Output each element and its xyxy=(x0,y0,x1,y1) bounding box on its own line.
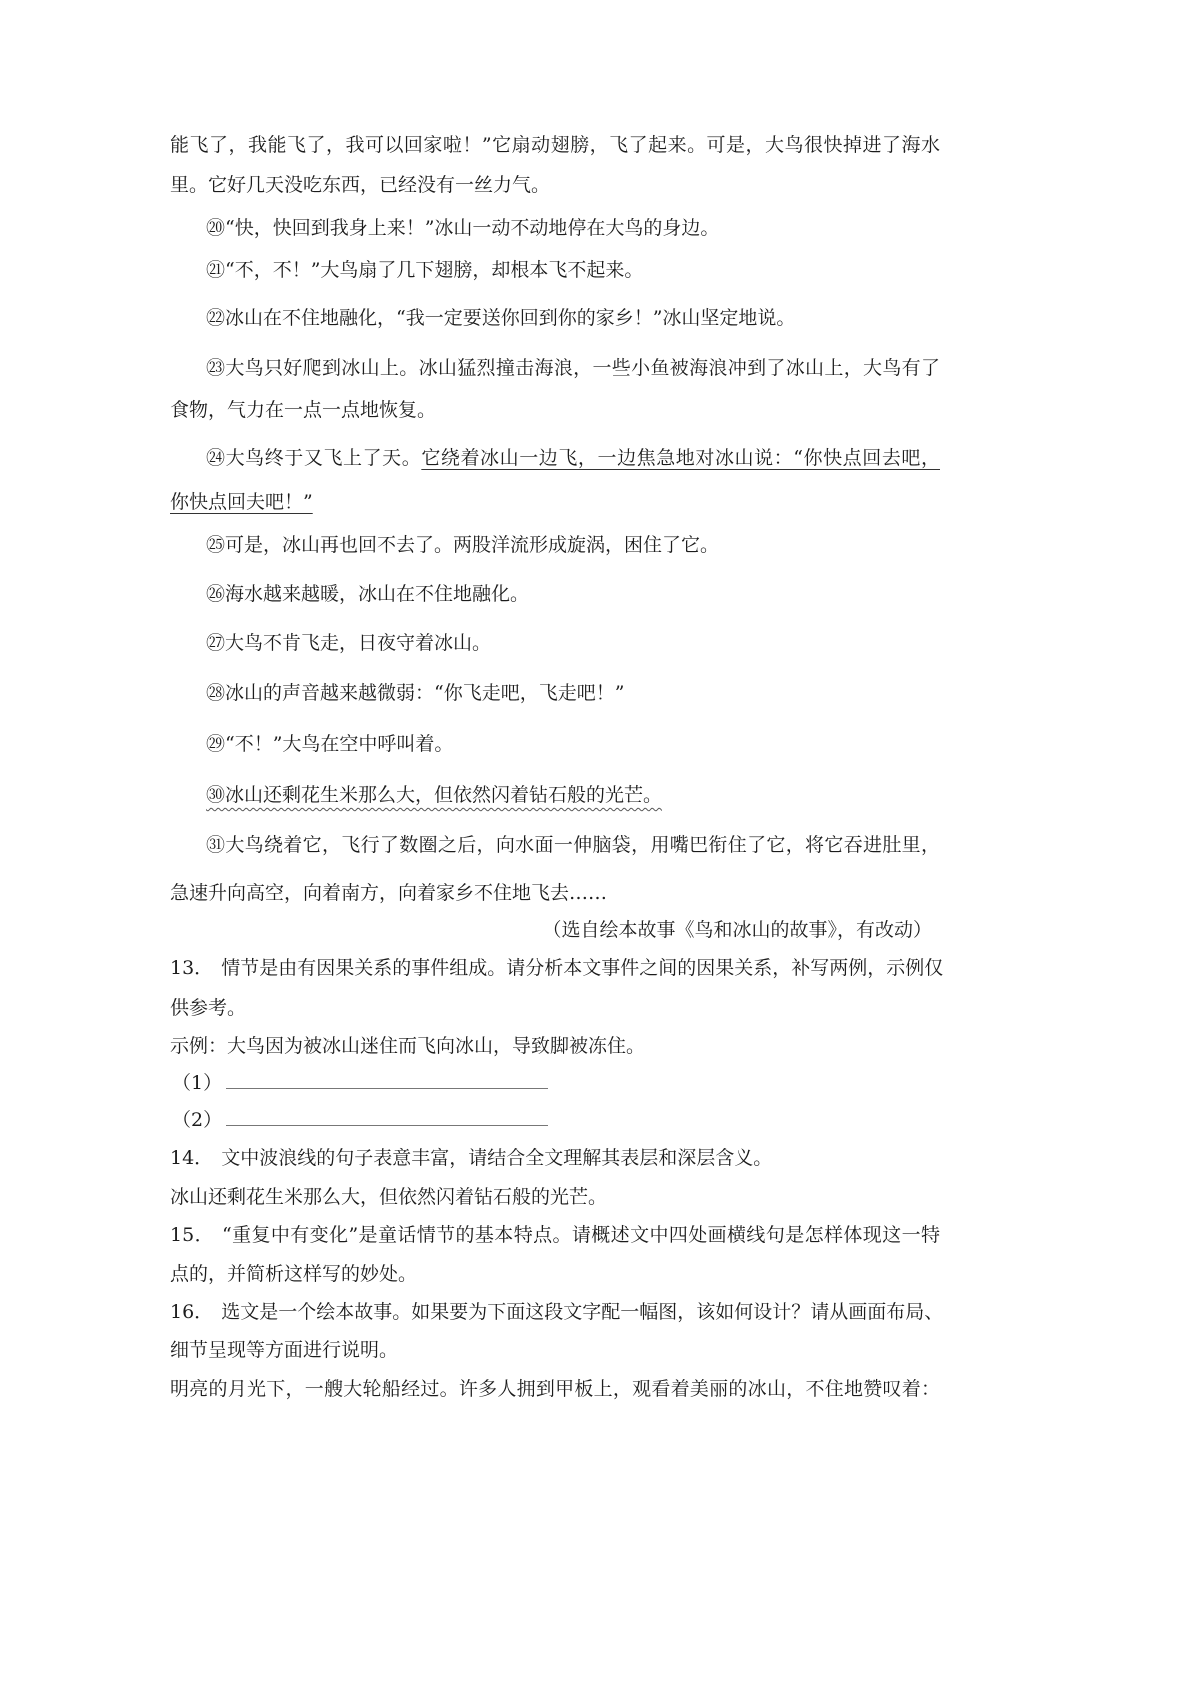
blank-label: （1） xyxy=(172,1072,223,1094)
paragraph-25: ㉕可是，冰山再也回不去了。两股洋流形成旋涡，困住了它。 xyxy=(206,534,720,556)
question-15-cont: 点的，并简析这样写的妙处。 xyxy=(170,1263,418,1285)
question-text: 文中波浪线的句子表意丰富，请结合全文理解其表层和深层含义。 xyxy=(221,1147,773,1169)
passage-line: 里。它好几天没吃东西，已经没有一丝力气。 xyxy=(170,174,551,196)
answer-blank-2 xyxy=(172,1109,548,1131)
question-13-example: 示例：大鸟因为被冰山迷住而飞向冰山，导致脚被冻住。 xyxy=(170,1035,646,1057)
underlined-sentence: 它绕着冰山一边飞，一边焦急地对冰山说：“你快点回去吧， xyxy=(421,447,940,469)
passage-line: 能飞了，我能飞了，我可以回家啦！”它扇动翅膀，飞了起来。可是，大鸟很快掉进了海水 xyxy=(170,134,940,156)
wavy-underlined-sentence: ㉚冰山还剩花生米那么大，但依然闪着钻石般的光芒。 xyxy=(206,784,663,806)
question-14-quote: 冰山还剩花生米那么大，但依然闪着钻石般的光芒。 xyxy=(170,1186,608,1208)
question-text: “重复中有变化”是童话情节的基本特点。请概述文中四处画横线句是怎样体现这一特 xyxy=(221,1224,940,1246)
question-15 xyxy=(170,1224,940,1246)
question-13 xyxy=(170,957,944,979)
passage-line: 食物，气力在一点一点地恢复。 xyxy=(170,399,437,421)
paragraph-20: ⑳“快，快回到我身上来！”冰山一动不动地停在大鸟的身边。 xyxy=(206,217,720,239)
paragraph-26: ㉖海水越来越暖，冰山在不住地融化。 xyxy=(206,583,530,605)
paragraph-24-plain: ㉔大鸟终于又飞上了天。 xyxy=(206,447,422,469)
paragraph-28: ㉘冰山的声音越来越微弱：“你飞走吧，飞走吧！” xyxy=(206,682,625,704)
question-number: 15． xyxy=(170,1224,214,1246)
answer-blank-1 xyxy=(172,1072,548,1094)
paragraph-29: ㉙“不！”大鸟在空中呼叫着。 xyxy=(206,733,454,755)
paragraph-30 xyxy=(206,784,940,806)
question-number: 14． xyxy=(170,1147,214,1169)
question-number: 16． xyxy=(170,1301,214,1323)
question-14 xyxy=(170,1147,940,1169)
question-text: 选文是一个绘本故事。如果要为下面这段文字配一幅图，该如何设计？请从画面布局、 xyxy=(221,1301,944,1323)
paragraph-27: ㉗大鸟不肯飞走，日夜守着冰山。 xyxy=(206,632,492,654)
underlined-sentence: 你快点回夫吧！” xyxy=(170,491,313,513)
paragraph-24 xyxy=(206,447,940,469)
blank-label: （2） xyxy=(172,1109,223,1131)
passage-line: 急速升向高空，向着南方，向着家乡不住地飞去…… xyxy=(170,882,608,904)
passage-line xyxy=(170,491,940,513)
paragraph-21: ㉑“不，不！”大鸟扇了几下翅膀，却根本飞不起来。 xyxy=(206,259,644,281)
question-13-cont: 供参考。 xyxy=(170,997,247,1019)
paragraph-31: ㉛大鸟绕着它，飞行了数圈之后，向水面一伸脑袋，用嘴巴衔住了它，将它吞进肚里， xyxy=(206,834,940,856)
question-16 xyxy=(170,1301,944,1323)
question-16-passage: 明亮的月光下，一艘大轮船经过。许多人拥到甲板上，观看着美丽的冰山，不住地赞叹着： xyxy=(170,1378,940,1400)
question-16-cont: 细节呈现等方面进行说明。 xyxy=(170,1339,399,1361)
paragraph-23: ㉓大鸟只好爬到冰山上。冰山猛烈撞击海浪，一些小鱼被海浪冲到了冰山上，大鸟有了 xyxy=(206,357,940,379)
answer-line xyxy=(226,1111,548,1126)
answer-line xyxy=(226,1074,548,1089)
question-number: 13． xyxy=(170,957,214,979)
paragraph-22: ㉒冰山在不住地融化，“我一定要送你回到你的家乡！”冰山坚定地说。 xyxy=(206,307,796,329)
question-text: 情节是由有因果关系的事件组成。请分析本文事件之间的因果关系，补写两例，示例仅 xyxy=(221,957,944,979)
passage-source: （选自绘本故事《鸟和冰山的故事》，有改动） xyxy=(542,919,932,941)
